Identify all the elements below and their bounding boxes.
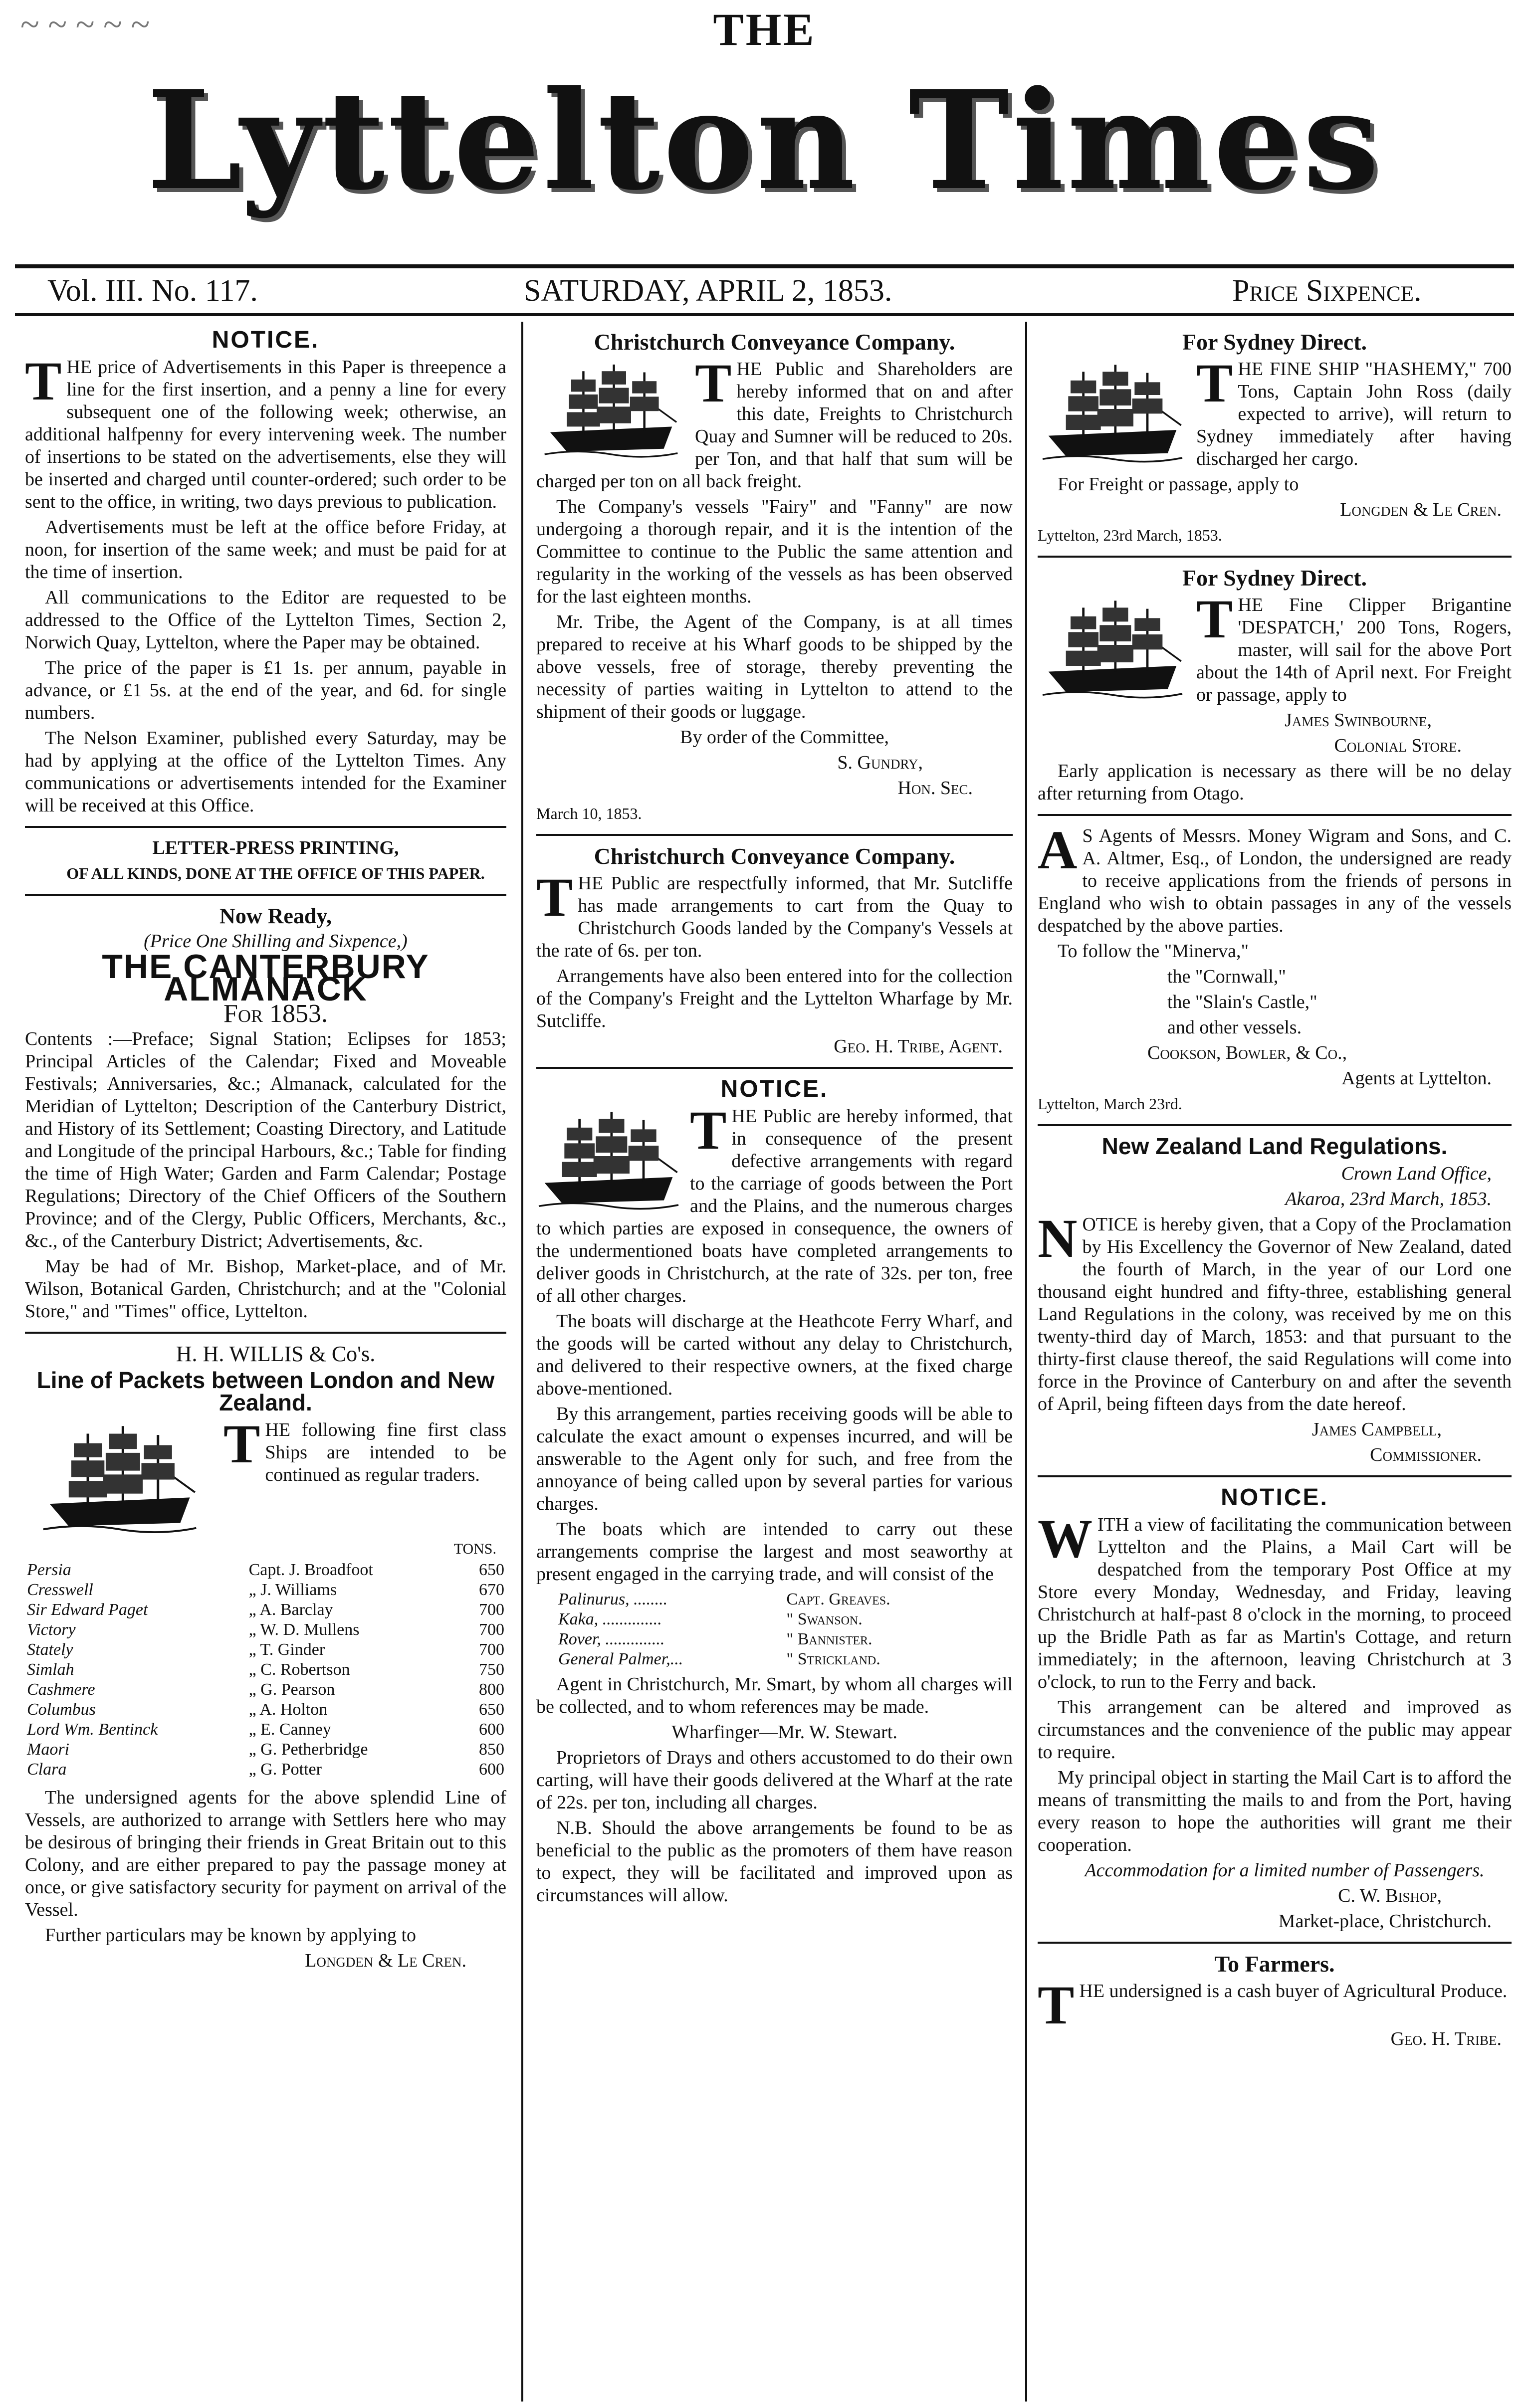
- ship-row: [25, 1720, 506, 1740]
- separator: [536, 834, 1013, 836]
- separator: [1038, 556, 1512, 558]
- boat-name: Rover, ..............: [558, 1630, 665, 1648]
- ship-captain: „ E. Canney: [248, 1720, 331, 1739]
- ship-tons: 700: [479, 1640, 504, 1659]
- mail-paragraph: WITH a view of facilitating the communication between Lyttelton and the Plains, a Mail Cart will be despatched from the temporary Post Office at my Store every Monday, Wednesday, and Friday, leaving Christchurch at half-past 8 o'clock in the morning, to proceed up the Bridle Path as far as Martin's Cottage, and return immediately; in the afternoon, leaving Christchurch at 3 o'clock, to run to the Ferry and back.: [1038, 1508, 1512, 1692]
- notice-heading: NOTICE.: [720, 1076, 829, 1102]
- separator: [1038, 814, 1512, 816]
- dropcap: T: [690, 1100, 727, 1161]
- boat-row: [556, 1629, 975, 1649]
- sydney-signature: James Swinbourne,: [1285, 710, 1432, 731]
- agents-signature: Cookson, Bowler, & Co.,: [1147, 1042, 1347, 1063]
- ship-tons: 750: [479, 1660, 504, 1679]
- almanack-contents: Contents :—Preface; Signal Station; Eclipses for 1853; Principal Articles of the Calendar; Fixed and Moveable Festivals; Anniversaries, &c.; Almanack, calculated for the Meridian of Lyttelton; Description of the Canterbury District, and History of its Settlement; Coasting Directory, and Latitude and Longitude of the principal Harbours, &c.; Table for finding the time of High Water; Garden and Farm Calendar; Postage Regulations; Directory of the Chief Officers of the Southern Province; and of the Clergy, Public Officers, Merchants, &c., &c., of the Canterbury District; Advertisements, &c.: [25, 1028, 506, 1251]
- dropcap: T: [1038, 1975, 1075, 2035]
- notice-paragraph: Agent in Christchurch, Mr. Smart, by whom all charges will be collected, and to whom references may be made.: [536, 1674, 1013, 1717]
- ship-captain: „ C. Robertson: [248, 1660, 350, 1679]
- willis-paragraph: The undersigned agents for the above splendid Line of Vessels, are authorized to arrange with Settlers here who may be desirous of bringing their friends in Great Britain out to this Colony, and are either prepared to pay the passage money at once, or give satisfactory security for payment on arrival of the Vessel.: [25, 1787, 506, 1920]
- notice-paragraph: The boats will discharge at the Heathcote Ferry Wharf, and the goods will be carted without any delay to Christchurch, and delivered to their respective owners, at the fixed charge above-mentioned.: [536, 1311, 1013, 1399]
- conveyance-paragraph: THE Public are respectfully informed, that Mr. Sutcliffe has made arrangements to cart from the Quay to Christchurch Goods landed by the Company's Vessels at the rate of 6s. per ton.: [536, 867, 1013, 961]
- ship-name: Stately: [27, 1640, 73, 1659]
- column-divider-2: [1025, 322, 1027, 2402]
- almanack-year: For 1853.: [223, 1000, 328, 1028]
- boat-row: [556, 1609, 975, 1629]
- price: Price Sixpence.: [1232, 274, 1422, 308]
- boat-captain: Capt. Greaves.: [786, 1590, 890, 1608]
- separator: [25, 894, 506, 896]
- ship-name: Simlah: [27, 1660, 74, 1679]
- notice-paragraph: By this arrangement, parties receiving goods will be able to calculate the exact amount o expenses incurred, and will be answerable to the Agent only for such, and free from the annoyance of being called upon by several parties for various charges.: [536, 1404, 1013, 1514]
- ship-row: [25, 1660, 506, 1680]
- mail-paragraph: This arrangement can be altered and improved as circumstances and the convenience of the public may appear to require.: [1038, 1697, 1512, 1763]
- land-paragraph: NOTICE is hereby given, that a Copy of the Proclamation by His Excellency the Governor of New Zealand, dated the fourth of March, in the year of our Lord one thousand eight hundred and fifty-three, establishing general Land Regulations in the colony, was received by me on this twenty-third day of March, 1853: and that pursuant to the thirty-first clause thereof, the said Regulations will come into force in the Province of Canterbury on and after the seventh of April, being fifteen days from the date hereof.: [1038, 1208, 1512, 1414]
- ship-row: [25, 1640, 506, 1660]
- notice-paragraph: N.B. Should the above arrangements be found to be as beneficial to the public as the promoters of them have reason to expect, they will be facilitated and improved upon as circumstances will allow.: [536, 1817, 1013, 1906]
- separator: [25, 826, 506, 828]
- sailing-ship-icon: [25, 1421, 215, 1536]
- sydney-date: Lyttelton, 23rd March, 1853.: [1038, 526, 1222, 544]
- ship-captain: „ T. Ginder: [248, 1640, 325, 1659]
- land-signature-title: Commissioner.: [1370, 1444, 1482, 1465]
- ship-captain: „ A. Barclay: [248, 1601, 333, 1619]
- notice-paragraph: THE Public are hereby informed, that in consequence of the present defective arrangements with regard to the carriage of goods between the Port and the Plains, and the numerous charges to which parties are exposed in consequence, the owners of the undermentioned boats have completed arrangements to deliver goods in Christchurch, at the rate of 32s. per ton, free of all other charges.: [536, 1100, 1013, 1306]
- dropcap: T: [223, 1413, 260, 1474]
- ship-name: Persia: [27, 1561, 71, 1579]
- ship-row: [25, 1680, 506, 1700]
- conveyance-paragraph: The Company's vessels "Fairy" and "Fanny" are now undergoing a thorough repair, and it is the intention of the Committee to continue to the Public the same attention and regularity in the working of the vessels as has been observed for the last eighteen months.: [536, 496, 1013, 607]
- conveyance-signature: Geo. H. Tribe, Agent.: [834, 1036, 1003, 1057]
- dropcap: T: [1196, 353, 1233, 413]
- sailing-ship-icon: [536, 1107, 681, 1212]
- ship-name: Columbus: [27, 1700, 96, 1719]
- sydney-paragraph: THE FINE SHIP "HASHEMY," 700 Tons, Captain John Ross (daily expected to arrive), will return to Sydney immediately after having discharged her cargo.: [1038, 358, 1512, 470]
- boat-name: Kaka, ..............: [558, 1610, 662, 1628]
- ship-captain: „ J. Williams: [248, 1581, 337, 1599]
- agents-paragraph: A S Agents of Messrs. Money Wigram and Sons, and C. A. Altmer, Esq., of London, the undersigned are ready to receive applications from the friends of persons in England who wish to obtain passages in any of the vessels despatched by the above parties.: [1038, 819, 1512, 936]
- masthead-the: THE: [713, 4, 816, 55]
- column-divider-1: [521, 322, 523, 2402]
- ship-row: [25, 1620, 506, 1640]
- farmers-heading: To Farmers.: [1214, 1951, 1335, 1977]
- agents-vessel: the "Slain's Castle,": [1167, 992, 1317, 1012]
- land-heading: New Zealand Land Regulations.: [1101, 1133, 1448, 1159]
- mail-signature-title: Market-place, Christchurch.: [1278, 1911, 1492, 1932]
- boat-name: General Palmer,...: [558, 1650, 683, 1668]
- agents-vessel: and other vessels.: [1167, 1017, 1302, 1038]
- boat-name: Palinurus, ........: [558, 1590, 668, 1608]
- ship-row: [25, 1700, 506, 1720]
- ship-tons: 600: [479, 1720, 504, 1739]
- ship-captain: „ W. D. Mullens: [248, 1620, 360, 1639]
- sailing-ship-icon: [1038, 360, 1187, 465]
- column-3: [1038, 327, 1512, 2053]
- agents-follow: To follow the "Minerva,": [1058, 941, 1249, 962]
- column-2: [536, 327, 1013, 1910]
- masthead-title: Lyttelton Times: [147, 61, 1382, 220]
- boats-table: [556, 1590, 975, 1669]
- land-date: Akaroa, 23rd March, 1853.: [1285, 1189, 1492, 1209]
- ship-name: Sir Edward Paget: [27, 1601, 148, 1619]
- boat-captain: " Strickland.: [786, 1650, 880, 1668]
- sydney-paragraph: Early application is necessary as there will be no delay after returning from Otago.: [1038, 761, 1512, 804]
- sydney-signature-title: Colonial Store.: [1334, 735, 1462, 756]
- conveyance-heading: Christchurch Conveyance Company.: [594, 329, 955, 355]
- notice-heading: NOTICE.: [212, 327, 320, 353]
- ship-tons: 800: [479, 1680, 504, 1699]
- willis-paragraph: Further particulars may be known by applying to: [45, 1925, 417, 1946]
- conveyance-order: By order of the Committee,: [680, 727, 889, 748]
- conveyance-paragraph: Mr. Tribe, the Agent of the Company, is at all times prepared to receive at his Wharf goods to be shipped by the above vessels, free of storage, thereby preventing the necessity of parties waiting in Lyttelton to attend to the shipment of their goods or luggage.: [536, 611, 1013, 722]
- mail-signature: C. W. Bishop,: [1338, 1885, 1442, 1906]
- willis-intro: THE following fine first class Ships are intended to be continued as regular traders.: [25, 1419, 506, 1486]
- masthead-rule-bottom: [15, 313, 1514, 316]
- issue-date: SATURDAY, APRIL 2, 1853.: [524, 274, 892, 308]
- conveyance-date: March 10, 1853.: [536, 804, 642, 822]
- printing-heading: LETTER-PRESS PRINTING,: [152, 837, 399, 858]
- separator: [536, 1067, 1013, 1069]
- sailing-ship-icon: [536, 360, 686, 460]
- land-signature: James Campbell,: [1311, 1419, 1442, 1440]
- mail-accommodation: Accommodation for a limited number of Passengers.: [1085, 1860, 1485, 1881]
- notice-paragraph: The Nelson Examiner, published every Saturday, may be had by applying at the office of the Lyttelton Times. Any communications or advertisements intended for the Examiner will be received at this Office.: [25, 728, 506, 816]
- ship-name: Cashmere: [27, 1680, 95, 1699]
- sydney-paragraph: For Freight or passage, apply to: [1058, 474, 1299, 495]
- almanack-now-ready: Now Ready,: [219, 904, 332, 928]
- ship-row: [25, 1560, 506, 1580]
- ship-row: [25, 1600, 506, 1620]
- agents-vessel: the "Cornwall,": [1167, 966, 1286, 987]
- almanack-price: (Price One Shilling and Sixpence,): [144, 931, 408, 952]
- notice-heading: NOTICE.: [1221, 1484, 1328, 1511]
- sydney-paragraph: THE Fine Clipper Brigantine 'DESPATCH,' 200 Tons, Rogers, master, will sail for the above Port about the 14th of April next. For Freight or passage, apply to: [1038, 594, 1512, 706]
- dropcap: T: [1196, 589, 1233, 649]
- ship-captain: „ G. Petherbridge: [248, 1740, 368, 1759]
- willis-heading: H. H. WILLIS & Co's.: [176, 1342, 376, 1366]
- boat-captain: " Swanson.: [786, 1610, 863, 1628]
- separator: [1038, 1475, 1512, 1477]
- conveyance-paragraph: THE Public and Shareholders are hereby informed that on and after this date, Freights to Christchurch Quay and Sumner will be reduced to 20s. per Ton, and that half that sum will be charged per ton on all back freight.: [536, 353, 1013, 492]
- ship-captain: Capt. J. Broadfoot: [248, 1561, 373, 1579]
- dropcap: W: [1038, 1508, 1092, 1569]
- column-1: [25, 327, 506, 1975]
- boat-row: [556, 1590, 975, 1609]
- printing-subheading: OF ALL KINDS, DONE AT THE OFFICE OF THIS PAPER.: [66, 864, 485, 882]
- separator: [1038, 1124, 1512, 1126]
- ship-tons: 650: [479, 1561, 504, 1579]
- agents-signature-title: Agents at Lyttelton.: [1341, 1068, 1492, 1089]
- ship-tons: 650: [479, 1700, 504, 1719]
- willis-signature: Longden & Le Cren.: [305, 1950, 466, 1971]
- sydney-heading: For Sydney Direct.: [1182, 565, 1367, 591]
- separator: [1038, 1942, 1512, 1944]
- ship-row: [25, 1580, 506, 1600]
- ship-tons: 700: [479, 1601, 504, 1619]
- conveyance-paragraph: Arrangements have also been entered into for the collection of the Company's Freight and the Lyttelton Wharfage by Mr. Sutcliffe.: [536, 966, 1013, 1031]
- notice-paragraph: THE price of Advertisements in this Paper is threepence a line for the first insertion, and a penny a line for every subsequent one of the following week; otherwise, an additional halfpenny for every intervening week. The number of insertions to be stated on the advertisements, else they will be inserted and charged until counter-ordered; such order to be sent to the office, in writing, two days previous to publication.: [25, 351, 506, 512]
- almanack-title: THE CANTERBURY ALMANACK: [102, 948, 430, 1008]
- wharfinger: Wharfinger—Mr. W. Stewart.: [671, 1722, 897, 1743]
- ship-tons: 670: [479, 1581, 504, 1599]
- agents-date: Lyttelton, March 23rd.: [1038, 1095, 1182, 1113]
- dropcap: T: [536, 867, 573, 928]
- masthead-rule-top: [15, 264, 1514, 268]
- sailing-ship-icon: [1038, 596, 1187, 701]
- willis-subheading: Line of Packets between London and New Zealand.: [36, 1367, 495, 1415]
- ship-captain: „ G. Pearson: [248, 1680, 335, 1699]
- ship-captain: „ G. Potter: [248, 1760, 322, 1779]
- notice-paragraph: The price of the paper is £1 1s. per annum, payable in advance, or £1 5s. at the end of the year, and 6d. for single numbers.: [25, 657, 506, 723]
- conveyance-signature: S. Gundry,: [837, 752, 923, 773]
- ship-name: Lord Wm. Bentinck: [27, 1720, 158, 1739]
- ship-tons: 600: [479, 1760, 504, 1779]
- notice-paragraph: All communications to the Editor are requested to be addressed to the Office of the Lyttelton Times, Section 2, Norwich Quay, Lyttelton, where the Paper may be obtained.: [25, 587, 506, 653]
- ship-name: Clara: [27, 1760, 67, 1779]
- conveyance-signature-title: Hon. Sec.: [897, 778, 973, 799]
- notice-paragraph: Proprietors of Drays and others accustomed to do their own carting, will have their goods delivered at the Wharf at the rate of 22s. per ton, including all charges.: [536, 1747, 1013, 1813]
- ship-captain: „ A. Holton: [248, 1700, 328, 1719]
- ship-name: Cresswell: [27, 1581, 93, 1599]
- sydney-signature: Longden & Le Cren.: [1340, 499, 1502, 520]
- handwritten-annotation: ~ ~ ~ ~ ~: [20, 5, 150, 44]
- dropcap: T: [695, 353, 732, 413]
- dropcap: A: [1038, 819, 1078, 880]
- ship-tons: 850: [479, 1740, 504, 1759]
- dropcap: N: [1038, 1208, 1078, 1269]
- dropcap: T: [25, 351, 62, 411]
- land-office: Crown Land Office,: [1341, 1163, 1492, 1184]
- sydney-heading: For Sydney Direct.: [1182, 329, 1367, 355]
- tons-label: TONS.: [453, 1541, 496, 1557]
- dateline: [0, 273, 1529, 309]
- ship-row: [25, 1760, 506, 1780]
- ship-name: Victory: [27, 1620, 76, 1639]
- boat-captain: " Bannister.: [786, 1630, 873, 1648]
- ships-table: [25, 1560, 506, 1780]
- ship-name: Maori: [27, 1740, 69, 1759]
- boat-row: [556, 1649, 975, 1669]
- notice-paragraph: Advertisements must be left at the office before Friday, at noon, for insertion of the same week; and must be paid for at the time of insertion.: [25, 517, 506, 583]
- separator: [25, 1332, 506, 1334]
- ship-tons: 700: [479, 1620, 504, 1639]
- mail-paragraph: My principal object in starting the Mail Cart is to afford the means of transmitting the mails to and from the Port, having every reason to hope the authorities will grant me their cooperation.: [1038, 1767, 1512, 1855]
- almanack-availability: May be had of Mr. Bishop, Market-place, and of Mr. Wilson, Botanical Garden, Christchurch; and at the "Colonial Store," and "Times" office, Lyttelton.: [25, 1256, 506, 1322]
- volume-number: Vol. III. No. 117.: [47, 274, 258, 308]
- ship-row: [25, 1740, 506, 1760]
- conveyance-heading: Christchurch Conveyance Company.: [594, 843, 955, 869]
- farmers-paragraph: THE undersigned is a cash buyer of Agricultural Produce.: [1038, 1975, 1508, 2035]
- farmers-signature: Geo. H. Tribe.: [1390, 2028, 1502, 2049]
- notice-paragraph: The boats which are intended to carry out these arrangements comprise the largest and most seaworthy at present engaged in the carrying trade, and will consist of the: [536, 1519, 1013, 1585]
